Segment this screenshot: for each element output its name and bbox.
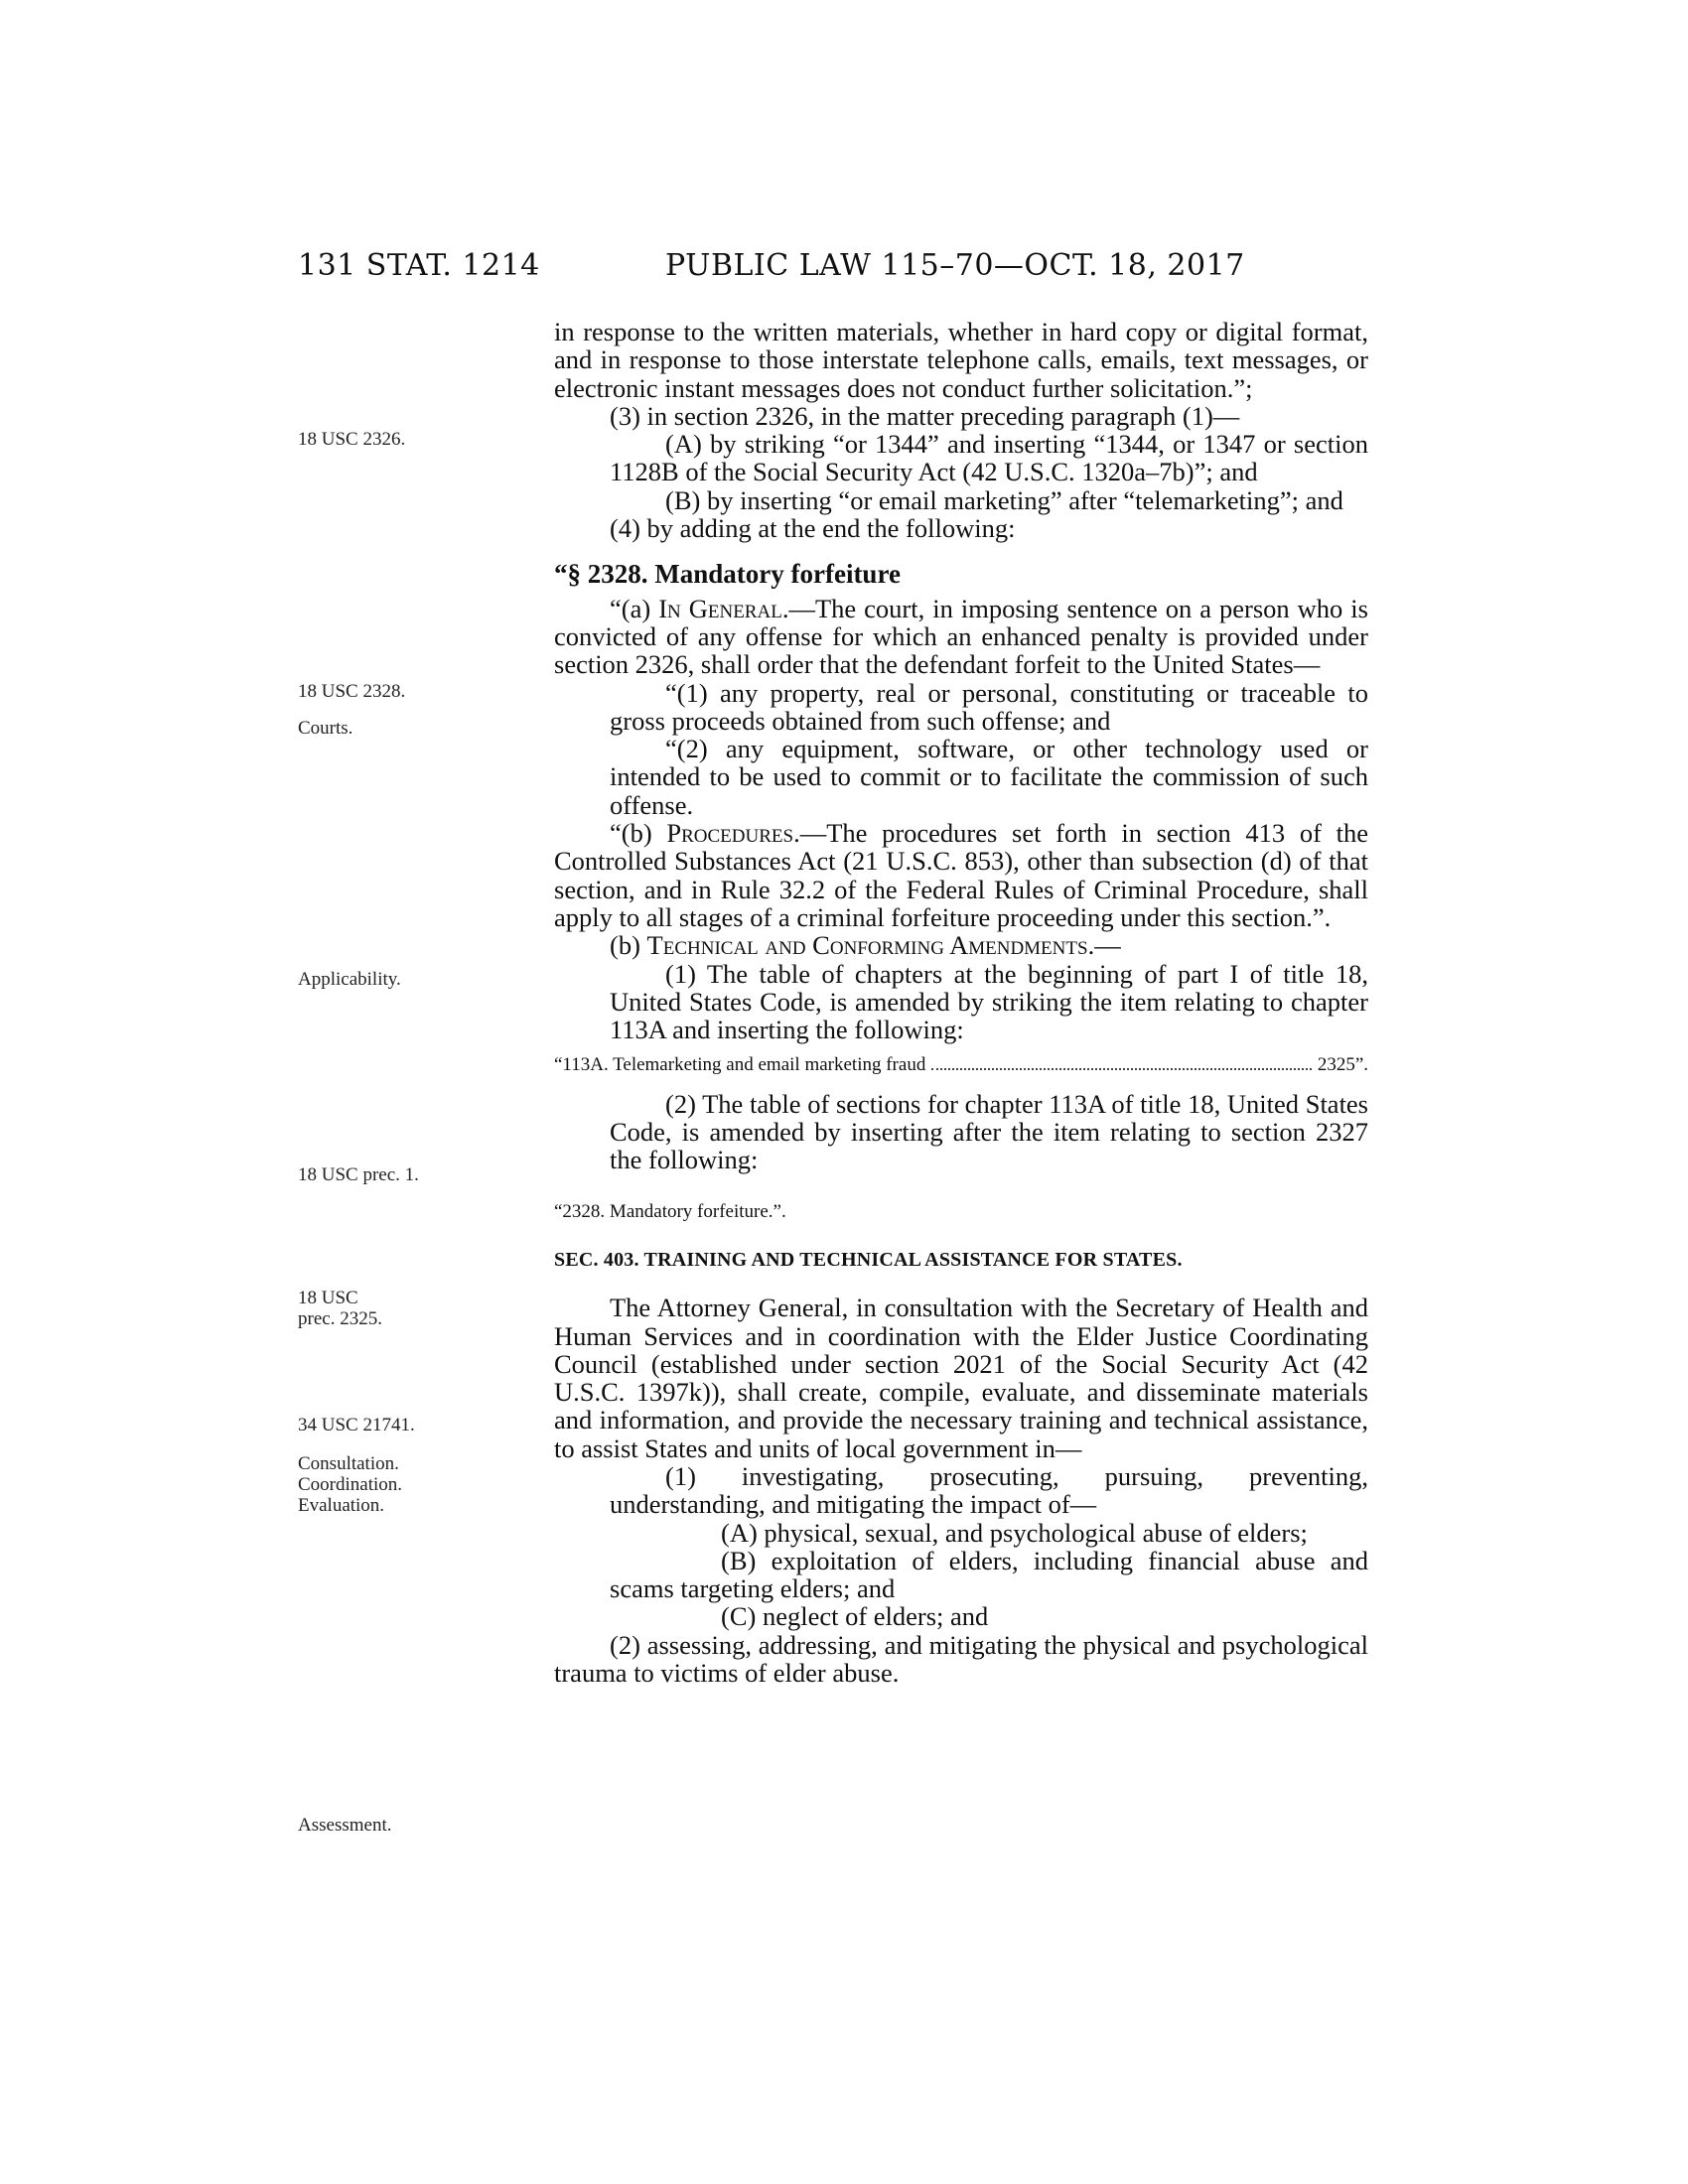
- table-of-contents-entry: [554, 1051, 1368, 1079]
- paragraph: (A) physical, sexual, and psychological abuse of elders;: [721, 1517, 1308, 1548]
- table-of-contents-entry: “2328. Mandatory forfeiture.”.: [554, 1200, 786, 1222]
- margin-note-line: Coordination.: [298, 1474, 403, 1495]
- text-run: .—The procedures set forth in section 413 of the Controlled Substances Act (21 U.S.C. 853), other than subsection (d) of that section, and in Rule 32.2 of the Federal Rules of Criminal Procedure, shall apply to all stages of a criminal forfeiture proceeding under this section.”.: [554, 818, 1368, 932]
- paragraph: (1) investigating, prosecuting, pursuing, preventing, understanding, and mitigating the impact of—: [610, 1460, 1368, 1520]
- margin-note: 18 USC prec. 1.: [298, 1164, 419, 1185]
- subsection-label: In General: [658, 593, 782, 623]
- paragraph: (4) by adding at the end the following:: [610, 513, 1016, 544]
- text-run: “(b): [610, 818, 667, 849]
- text-run: (b): [610, 930, 647, 961]
- margin-note: Applicability.: [298, 969, 401, 990]
- margin-note: 18 USC 2328.: [298, 681, 406, 702]
- text-run: .—The court, in imposing sentence on a person who is convicted of any offense for which an enhanced penalty is provided under section 2326, shall order that the defendant forfeit to the United States—: [554, 593, 1368, 680]
- text-run: .—: [1087, 930, 1121, 961]
- paragraph: (A) by striking “or 1344” and inserting “1344, or 1347 or section 1128B of the Social Security Act (42 U.S.C. 1320a–7b)”; and: [610, 429, 1368, 487]
- margin-note-line: Evaluation.: [298, 1495, 385, 1516]
- paragraph: [554, 819, 1368, 931]
- paragraph: [554, 931, 1368, 959]
- paragraph: (1) The table of chapters at the beginning of part I of title 18, United States Code, is amended by striking the item relating to chapter 113A and inserting the following:: [610, 958, 1368, 1045]
- paragraph: (3) in section 2326, in the matter preceding paragraph (1)—: [610, 400, 1240, 431]
- paragraph: “(1) any property, real or personal, constituting or traceable to gross proceeds obtained from such offense; and: [610, 677, 1368, 736]
- text-run: “(a): [610, 593, 659, 623]
- toc-leader: [931, 1068, 1311, 1070]
- margin-note: Assessment.: [298, 1815, 392, 1836]
- margin-note-line: prec. 2325.: [298, 1308, 382, 1329]
- paragraph: The Attorney General, in consultation with the Secretary of Health and Human Services and in coordination with the Elder Justice Coordinating Council (established under section 2021 of the Social Security Act (42 U.S.C. 1397k)), shall create, compile, evaluate, and disseminate materials and information, and provide the necessary training and technical assistance, to assist States and units of local government in—: [554, 1293, 1368, 1463]
- margin-note: [298, 1453, 496, 1516]
- page-header-ref: 131 STAT. 1214: [298, 248, 540, 283]
- margin-note-line: Consultation.: [298, 1453, 399, 1474]
- margin-note-line: 18 USC: [298, 1288, 358, 1308]
- paragraph: (C) neglect of elders; and: [721, 1601, 989, 1632]
- paragraph: “(2) any equipment, software, or other technology used or intended to be used to commit or to facilitate the commission of such offense.: [610, 734, 1368, 820]
- section-title: SEC. 403. TRAINING AND TECHNICAL ASSISTANCE FOR STATES.: [554, 1248, 1183, 1271]
- paragraph: (B) exploitation of elders, including financial abuse and scams targeting elders; and: [610, 1545, 1368, 1604]
- paragraph: (2) assessing, addressing, and mitigating the physical and psychological trauma to victims of elder abuse.: [554, 1629, 1368, 1689]
- paragraph: (2) The table of sections for chapter 113A of title 18, United States Code, is amended by inserting after the item relating to section 2327 the following:: [610, 1088, 1368, 1175]
- main-text: [554, 318, 1368, 1687]
- paragraph: (B) by inserting “or email marketing” after “telemarketing”; and: [665, 484, 1343, 515]
- section-heading: “§ 2328. Mandatory forfeiture: [554, 559, 901, 590]
- subsection-label: Procedures: [666, 818, 794, 849]
- page-header-title: PUBLIC LAW 115–70—OCT. 18, 2017: [665, 248, 1245, 283]
- margin-note: 34 USC 21741.: [298, 1415, 415, 1435]
- paragraph: [554, 595, 1368, 679]
- toc-page: 2325”.: [1317, 1054, 1368, 1076]
- margin-note: [298, 1288, 496, 1329]
- subsection-label: Technical and Conforming Amendments: [646, 930, 1088, 961]
- margin-note: 18 USC 2326.: [298, 429, 406, 450]
- paragraph: in response to the written materials, whether in hard copy or digital format, and in response to those interstate telephone calls, emails, text messages, or electronic instant messages does not conduct further solicitation.”;: [554, 317, 1368, 403]
- toc-item: “113A. Telemarketing and email marketing fraud: [554, 1054, 926, 1076]
- margin-note: Courts.: [298, 718, 353, 739]
